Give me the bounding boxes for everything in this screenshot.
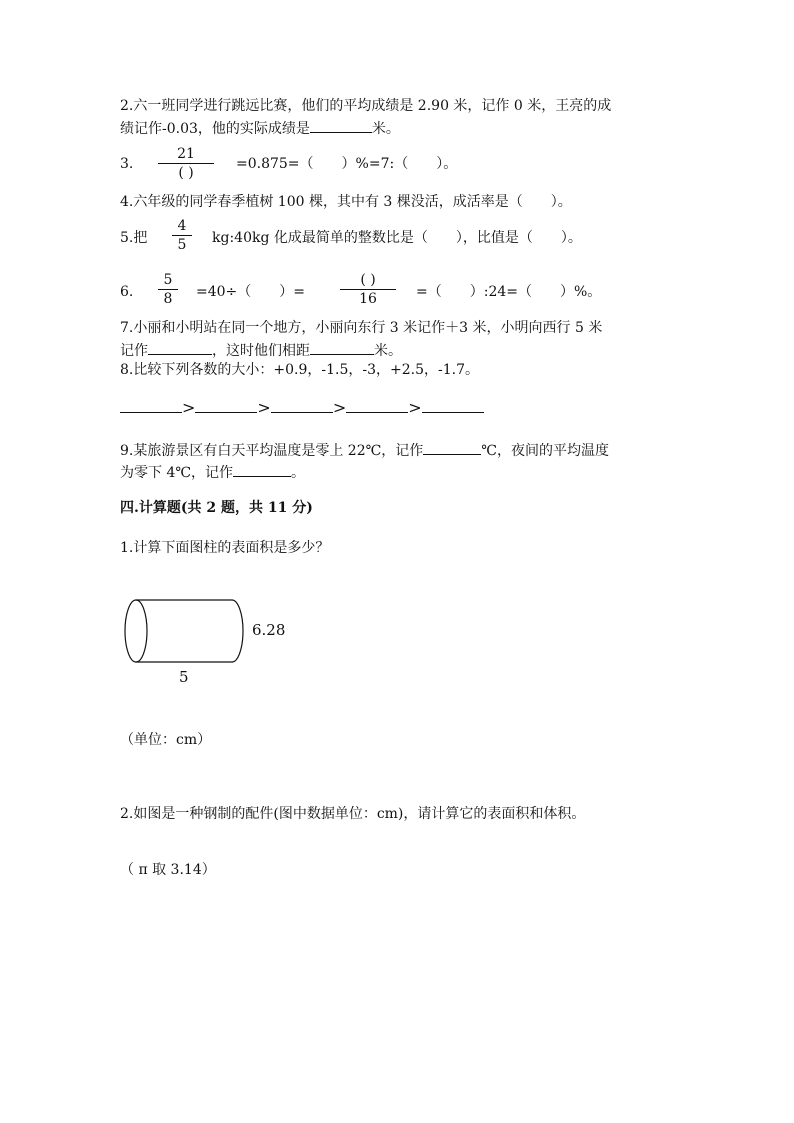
greater-than-sign: > bbox=[182, 398, 196, 417]
answer-blank[interactable] bbox=[120, 398, 182, 413]
answer-blank[interactable] bbox=[271, 398, 333, 413]
question-5-prefix: 5.把 bbox=[120, 230, 148, 246]
question-2-line-2 bbox=[120, 118, 400, 139]
fraction-bar bbox=[158, 289, 178, 290]
question-5-text: kg:40kg 化成最简单的整数比是（ ），比值是（ ）。 bbox=[212, 230, 582, 246]
question-4: 4.六年级的同学春季植树 100 棵，其中有 3 棵没活，成活率是（ ）。 bbox=[120, 194, 572, 210]
answer-blank[interactable] bbox=[310, 340, 374, 355]
fraction-numerator: 21 bbox=[177, 146, 195, 162]
cylinder-width-label: 5 bbox=[179, 668, 189, 686]
fraction-bar bbox=[340, 289, 396, 290]
calc-question-1: 1.计算下面图柱的表面积是多少？ bbox=[120, 540, 330, 556]
fraction-numerator: ( ) bbox=[360, 272, 376, 288]
question-2-line-1: 2.六一班同学进行跳远比赛，他们的平均成绩是 2.90 米，记作 0 米，王亮的成 bbox=[120, 98, 612, 114]
answer-blank[interactable] bbox=[422, 398, 484, 413]
question-5-fraction bbox=[172, 218, 192, 253]
pi-note: （ π 取 3.14） bbox=[120, 862, 216, 878]
cylinder-length-label: 6.28 bbox=[252, 621, 286, 639]
question-9-text-d: 。 bbox=[291, 465, 306, 481]
question-7-line-1: 7.小丽和小明站在同一个地方，小丽向东行 3 米记作＋3 米，小明向西行 5 米 bbox=[120, 320, 603, 336]
answer-blank[interactable] bbox=[195, 398, 257, 413]
question-9-text-c: 为零下 4℃，记作 bbox=[120, 465, 234, 481]
question-2-unit: 米。 bbox=[371, 121, 400, 137]
unit-note: （单位：cm） bbox=[120, 732, 212, 748]
answer-blank[interactable] bbox=[148, 340, 212, 355]
fraction-denominator: 5 bbox=[177, 237, 187, 253]
calc-question-2: 2.如图是一种钢制的配件(图中数据单位：cm)，请计算它的表面积和体积。 bbox=[120, 806, 586, 822]
answer-blank[interactable] bbox=[310, 118, 372, 133]
question-7-text-b: ，这时他们相距 bbox=[212, 343, 310, 359]
comparison-chain bbox=[120, 398, 484, 418]
question-6-fraction-1 bbox=[158, 272, 178, 307]
question-6-middle: =40÷（ ）= bbox=[196, 284, 306, 300]
cylinder-diagram bbox=[118, 592, 318, 692]
question-9-line-2 bbox=[120, 462, 305, 483]
question-6-number: 6. bbox=[120, 284, 134, 300]
fraction-numerator: 4 bbox=[177, 218, 187, 234]
question-3-number: 3. bbox=[120, 156, 134, 172]
fraction-denominator: 8 bbox=[163, 291, 173, 307]
answer-blank[interactable] bbox=[423, 440, 481, 455]
greater-than-sign: > bbox=[257, 398, 271, 417]
question-6-fraction-2 bbox=[340, 272, 396, 307]
answer-blank[interactable] bbox=[346, 398, 408, 413]
question-3-text: =0.875=（ ）%=7:（ ）。 bbox=[236, 156, 458, 172]
question-9-text-a: 9.某旅游景区有白天平均温度是零上 22℃，记作 bbox=[120, 443, 424, 459]
cylinder-right-face bbox=[232, 600, 243, 662]
question-9-line-1 bbox=[120, 440, 609, 461]
greater-than-sign: > bbox=[332, 398, 347, 417]
section-heading: 四.计算题(共 2 题，共 11 分) bbox=[120, 500, 313, 516]
question-2-text: 绩记作-0.03，他的实际成绩是 bbox=[120, 121, 310, 137]
question-7-line-2 bbox=[120, 340, 402, 361]
question-8: 8.比较下列各数的大小：+0.9，-1.5，-3，+2.5，-1.7。 bbox=[120, 362, 479, 378]
answer-blank[interactable] bbox=[233, 462, 291, 477]
cylinder-left-face bbox=[125, 600, 147, 662]
greater-than-sign: > bbox=[408, 398, 422, 417]
fraction-denominator: ( ) bbox=[178, 165, 194, 181]
question-3-fraction bbox=[158, 146, 214, 181]
fraction-bar bbox=[158, 163, 214, 164]
fraction-denominator: 16 bbox=[359, 291, 377, 307]
question-6-text: =（ ）:24=（ ）%。 bbox=[416, 284, 602, 300]
fraction-bar bbox=[172, 235, 192, 236]
fraction-numerator: 5 bbox=[163, 272, 173, 288]
question-7-text-a: 记作 bbox=[120, 343, 148, 359]
question-9-text-b: ℃，夜间的平均温度 bbox=[481, 443, 609, 459]
question-7-text-c: 米。 bbox=[374, 343, 402, 359]
